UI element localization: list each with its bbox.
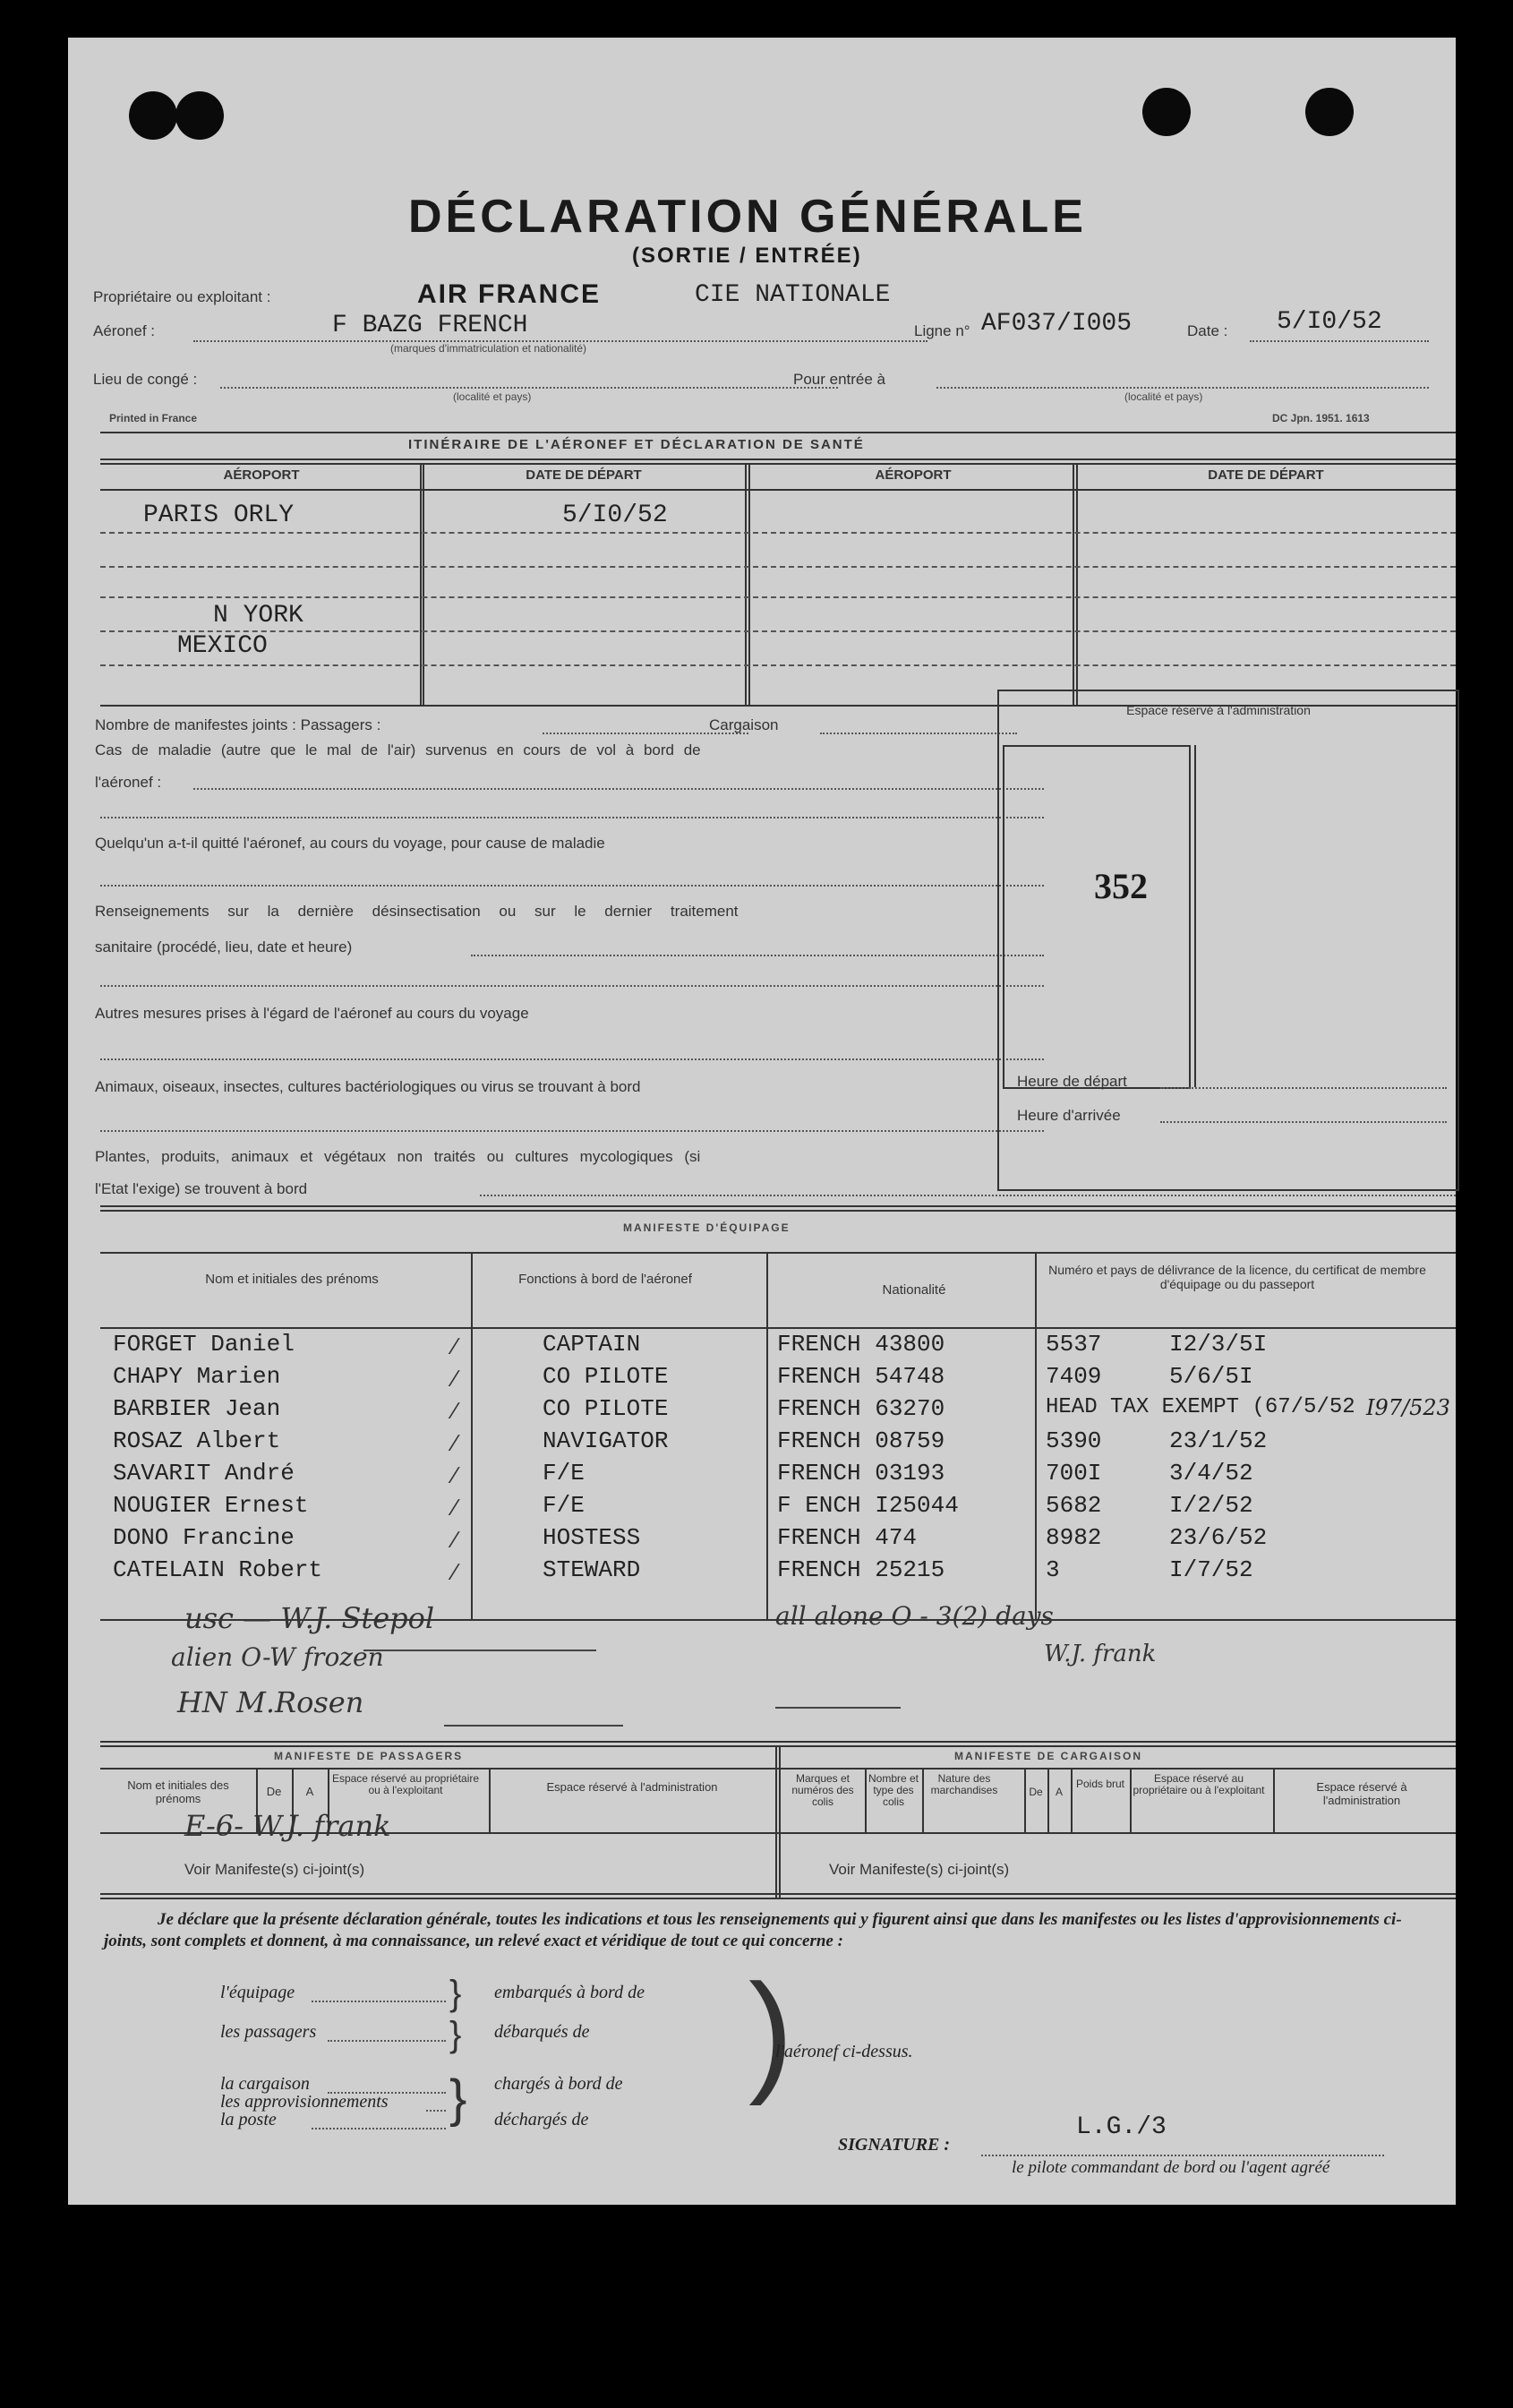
handwritten-note: all alone O - 3(2) days <box>775 1601 1054 1631</box>
cargo-col-marques: Marques et numéros des colis <box>791 1772 854 1808</box>
crew-name: NOUGIER Ernest <box>113 1492 309 1519</box>
admin-number: 352 <box>1094 866 1148 906</box>
handwritten-note: HN M.Rosen <box>177 1685 364 1719</box>
handwritten-note: W.J. frank <box>1044 1641 1157 1667</box>
admin-inner-box <box>1003 745 1191 1089</box>
decl-mid-item: déchargés de <box>494 2110 589 2129</box>
handwritten-note: usc — W.J. Stepol <box>184 1601 435 1635</box>
crew-col-nationality: Nationalité <box>882 1282 946 1298</box>
signature-note: le pilote commandant de bord ou l'agent agréé <box>1012 2158 1330 2177</box>
declaration-form <box>68 38 1456 2205</box>
date-label: Date : <box>1187 322 1228 339</box>
crew-license: HEAD TAX EXEMPT (67/5/52 <box>1046 1395 1355 1419</box>
itinerary-airport: MEXICO <box>177 632 268 660</box>
health-q4: Autres mesures prises à l'égard de l'aéronef au cours du voyage <box>95 1005 529 1022</box>
crew-license: 3 <box>1046 1556 1060 1583</box>
crew-function: F/E <box>543 1460 585 1487</box>
crew-function: NAVIGATOR <box>543 1427 669 1454</box>
crew-name: SAVARIT André <box>113 1460 295 1487</box>
crew-nationality: FRENCH 54748 <box>777 1363 945 1390</box>
pax-col-name: Nom et initiales des prénoms <box>127 1778 229 1805</box>
crew-license-date: 3/4/52 <box>1169 1460 1253 1487</box>
check-mark-icon: ∕ <box>453 1365 457 1392</box>
crew-name: CHAPY Marien <box>113 1363 281 1390</box>
brace: } <box>449 2070 467 2128</box>
crew-row <box>68 1427 1456 1458</box>
health-q3b: sanitaire (procédé, lieu, date et heure) <box>95 938 353 955</box>
cargo-col-a: A <box>1055 1786 1063 1798</box>
crew-license-date: I2/3/5I <box>1169 1331 1268 1358</box>
printed-in: Printed in France <box>109 412 198 424</box>
itinerary-date: 5/I0/52 <box>562 501 668 529</box>
crew-license-date: 5/6/5I <box>1169 1363 1253 1390</box>
crew-function: F/E <box>543 1492 585 1519</box>
punch-hole <box>1305 88 1354 136</box>
check-mark-icon: ∕ <box>453 1526 457 1553</box>
pax-col-a: A <box>305 1785 314 1798</box>
heure-depart-label: Heure de départ <box>1017 1073 1127 1090</box>
crew-row <box>68 1395 1456 1426</box>
crew-function: CO PILOTE <box>543 1363 669 1390</box>
decl-mid-item: embarqués à bord de <box>494 1983 645 2002</box>
crew-col-function: Fonctions à bord de l'aéronef <box>518 1272 692 1287</box>
crew-name: CATELAIN Robert <box>113 1556 323 1583</box>
cargo-col-admin: Espace réservé à l'administration <box>1316 1780 1407 1807</box>
crew-nationality: FRENCH 63270 <box>777 1395 945 1422</box>
crew-nationality: FRENCH 43800 <box>777 1331 945 1358</box>
decl-mid-item: chargés à bord de <box>494 2074 623 2094</box>
crew-function: CO PILOTE <box>543 1395 669 1422</box>
crew-title: MANIFESTE D'ÉQUIPAGE <box>623 1221 791 1234</box>
cargo-voir: Voir Manifeste(s) ci-joint(s) <box>829 1861 1010 1878</box>
crew-row <box>68 1460 1456 1490</box>
itinerary-col-airport: AÉROPORT <box>223 467 300 483</box>
brace: } <box>449 1974 462 2013</box>
check-mark-icon: ∕ <box>453 1558 457 1585</box>
form-ref: DC Jpn. 1951. 1613 <box>1272 412 1370 424</box>
conge-label: Lieu de congé : <box>93 371 198 388</box>
health-q1b: l'aéronef : <box>95 774 162 791</box>
crew-function: CAPTAIN <box>543 1331 641 1358</box>
crew-license: 5390 <box>1046 1427 1102 1454</box>
aircraft-label: Aéronef : <box>93 322 155 339</box>
crew-name: FORGET Daniel <box>113 1331 295 1358</box>
crew-license-date: I/7/52 <box>1169 1556 1253 1583</box>
crew-license: 700I <box>1046 1460 1102 1487</box>
check-mark-icon: ∕ <box>453 1333 457 1359</box>
decl-item: les passagers <box>220 2022 317 2042</box>
itinerary-airport: N YORK <box>213 602 303 630</box>
health-q2: Quelqu'un a-t-il quitté l'aéronef, au cours du voyage, pour cause de maladie <box>95 835 605 852</box>
check-mark-icon: ∕ <box>453 1429 457 1456</box>
crew-nationality: FRENCH 474 <box>777 1524 918 1551</box>
punch-hole <box>1142 88 1191 136</box>
health-q6b: l'Etat l'exige) se trouvent à bord <box>95 1180 308 1197</box>
conge-note: (localité et pays) <box>453 390 532 403</box>
operator-value-2: CIE NATIONALE <box>695 281 891 309</box>
cargo-col-nombre: Nombre et type des colis <box>868 1772 919 1808</box>
aircraft-value: F BAZG FRENCH <box>332 312 528 339</box>
itinerary-col-date-2: DATE DE DÉPART <box>1208 467 1324 483</box>
health-q3: Renseignements sur la dernière désinsectisation ou sur le dernier traitement <box>95 903 739 920</box>
crew-nationality: FRENCH 03193 <box>777 1460 945 1487</box>
decl-mid-item: débarqués de <box>494 2022 590 2042</box>
aircraft-note: (marques d'immatriculation et nationalité) <box>390 342 587 355</box>
crew-row <box>68 1556 1456 1587</box>
decl-item: les approvisionnements <box>220 2092 389 2112</box>
signature-value: L.G./3 <box>1076 2113 1167 2141</box>
heure-arrivee-label: Heure d'arrivée <box>1017 1107 1121 1124</box>
brace: } <box>449 2015 462 2054</box>
crew-name: ROSAZ Albert <box>113 1427 281 1454</box>
check-mark-icon: ∕ <box>453 1397 457 1424</box>
declaration-text: Je déclare que la présente déclaration générale, toutes les indications et tous les renseignements qui y figurent ainsi que dans les manifestes ou les listes d'approvisionnements ci-joints, sont complets et donnent, à ma connaissance, un relevé exact et véridique de tout ce qui concerne : <box>104 1910 1402 1950</box>
punch-hole <box>175 91 224 140</box>
itinerary-col-date: DATE DE DÉPART <box>526 467 642 483</box>
crew-nationality: FRENCH 25215 <box>777 1556 945 1583</box>
punch-hole <box>129 91 177 140</box>
crew-nationality: F ENCH I25044 <box>777 1492 959 1519</box>
date-value: 5/I0/52 <box>1277 308 1382 336</box>
decl-item: la poste <box>220 2110 277 2129</box>
health-q5: Animaux, oiseaux, insectes, cultures bactériologiques ou virus se trouvant à bord <box>95 1078 641 1095</box>
crew-function: STEWARD <box>543 1556 641 1583</box>
crew-license: 7409 <box>1046 1363 1102 1390</box>
brace: ) <box>748 1956 793 2106</box>
cargo-col-nature: Nature des marchandises <box>930 1772 998 1796</box>
cargaison-label: Cargaison <box>709 716 779 733</box>
crew-license: 8982 <box>1046 1524 1102 1551</box>
crew-row <box>68 1524 1456 1555</box>
cargo-col-reserved: Espace réservé au propriétaire ou à l'exploitant <box>1133 1772 1265 1796</box>
crew-nationality: FRENCH 08759 <box>777 1427 945 1454</box>
crew-function: HOSTESS <box>543 1524 641 1551</box>
crew-row <box>68 1331 1456 1361</box>
crew-col-license: Numéro et pays de délivrance de la licence, du certificat de membre d'équipage ou du passeport <box>1048 1263 1426 1291</box>
crew-license: 5537 <box>1046 1331 1102 1358</box>
crew-row <box>68 1363 1456 1393</box>
itinerary-airport: PARIS ORLY <box>143 501 295 529</box>
pax-col-de: De <box>266 1785 282 1798</box>
check-mark-icon: ∕ <box>453 1461 457 1488</box>
manifests-label: Nombre de manifestes joints : Passagers : <box>95 716 381 733</box>
crew-name: BARBIER Jean <box>113 1395 281 1422</box>
crew-license-date: 23/6/52 <box>1169 1524 1268 1551</box>
form-subtitle: (SORTIE / ENTRÉE) <box>632 244 862 268</box>
operator-label: Propriétaire ou exploitant : <box>93 288 271 305</box>
ligne-value: AF037/I005 <box>981 310 1133 338</box>
cargo-col-de: De <box>1029 1786 1043 1798</box>
decl-item: la cargaison <box>220 2074 310 2094</box>
itinerary-title: ITINÉRAIRE DE L'AÉRONEF ET DÉCLARATION DE SANTÉ <box>408 437 865 452</box>
crew-license-date: I/2/52 <box>1169 1492 1253 1519</box>
health-q6: Plantes, produits, animaux et végétaux non traités ou cultures mycologiques (si <box>95 1148 701 1165</box>
entree-note: (localité et pays) <box>1124 390 1203 403</box>
pax-voir: Voir Manifeste(s) ci-joint(s) <box>184 1861 365 1878</box>
crew-name: DONO Francine <box>113 1524 295 1551</box>
handwritten-note: alien O-W frozen <box>171 1642 384 1672</box>
decl-aeronef: l'aéronef ci-dessus. <box>775 2042 913 2061</box>
itinerary-col-airport-2: AÉROPORT <box>875 467 952 483</box>
check-mark-icon: ∕ <box>453 1494 457 1521</box>
passengers-title: MANIFESTE DE PASSAGERS <box>274 1750 464 1762</box>
cargo-title: MANIFESTE DE CARGAISON <box>954 1750 1143 1762</box>
form-title: DÉCLARATION GÉNÉRALE <box>408 191 1087 243</box>
operator-value: AIR FRANCE <box>417 279 601 309</box>
cargo-col-poids: Poids brut <box>1075 1778 1125 1790</box>
crew-license: 5682 <box>1046 1492 1102 1519</box>
signature-label: SIGNATURE : <box>838 2135 951 2155</box>
entree-label: Pour entrée à <box>793 371 886 388</box>
health-q1: Cas de maladie (autre que le mal de l'air) survenus en cours de vol à bord de <box>95 741 701 758</box>
crew-license-date: I97/523 <box>1366 1395 1450 1420</box>
handwritten-note: E-6- W.J. frank <box>184 1809 391 1843</box>
ligne-label: Ligne n° <box>914 322 970 339</box>
decl-item: l'équipage <box>220 1983 295 2002</box>
crew-license-date: 23/1/52 <box>1169 1427 1268 1454</box>
admin-title: Espace réservé à l'administration <box>1126 703 1311 717</box>
pax-col-admin: Espace réservé à l'administration <box>546 1780 718 1794</box>
crew-row <box>68 1492 1456 1522</box>
pax-col-reserved: Espace réservé au propriétaire ou à l'exploitant <box>331 1772 480 1796</box>
crew-col-name: Nom et initiales des prénoms <box>205 1272 379 1287</box>
